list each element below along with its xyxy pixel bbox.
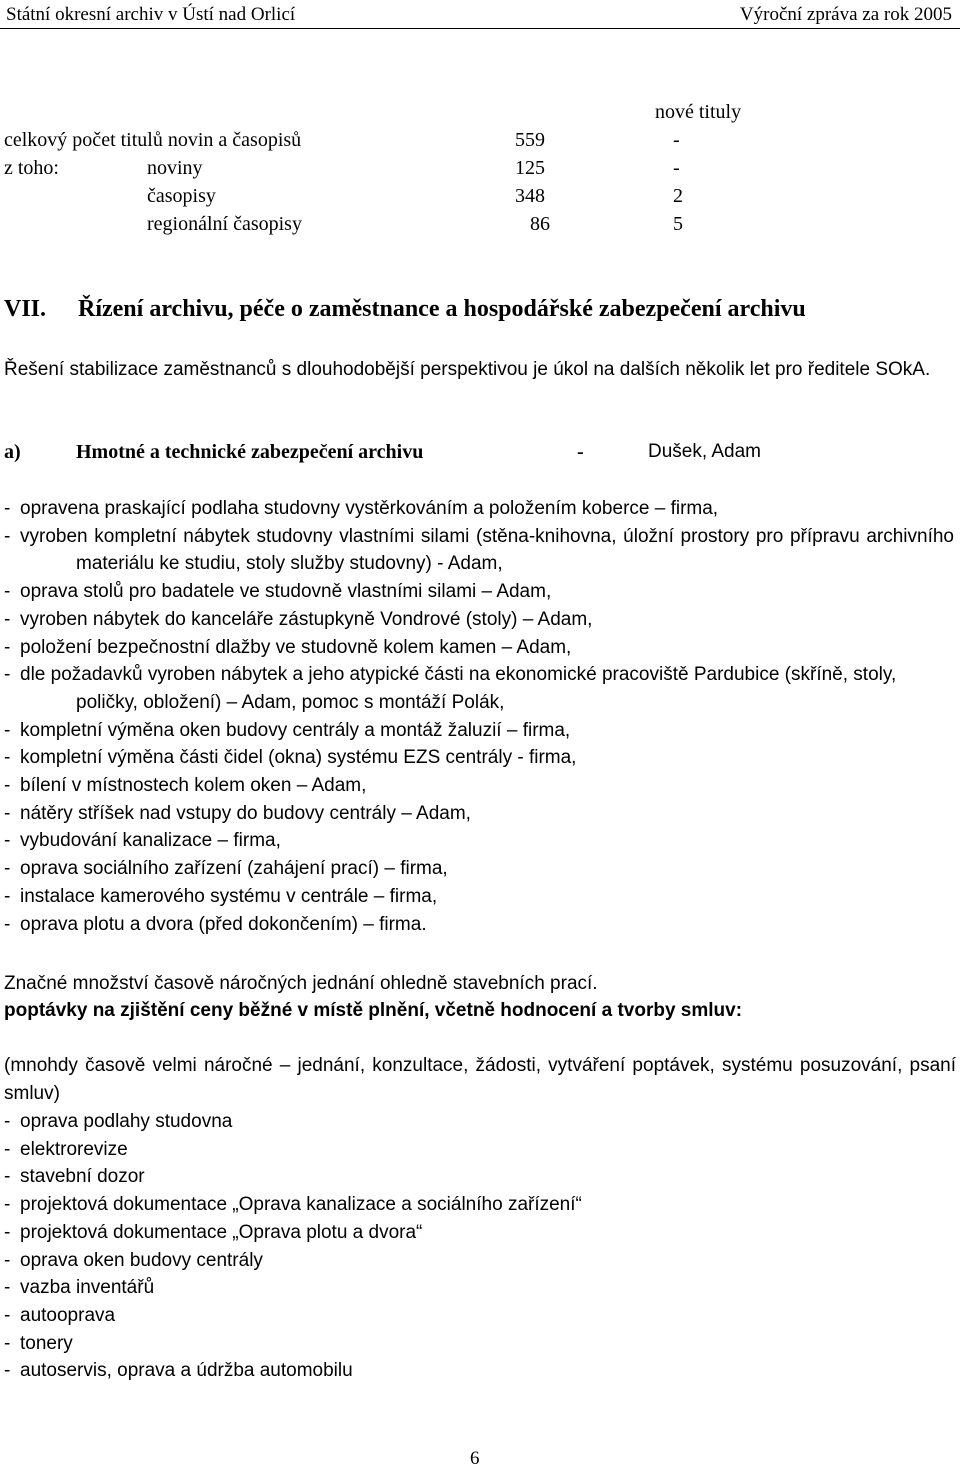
list-item: - projektová dokumentace „Oprava plotu a dvora“ xyxy=(4,1221,423,1243)
list-item: - autoservis, oprava a údržba automobilu xyxy=(4,1360,353,1382)
list-item: - tonery xyxy=(4,1332,73,1354)
table-row-count: 125 xyxy=(515,157,545,179)
table-row-label: z toho: xyxy=(4,157,59,179)
subsection-title: Hmotné a technické zabezpečení archivu xyxy=(76,441,424,463)
subsection-letter: a) xyxy=(4,441,21,463)
table-row-sublabel: regionální časopisy xyxy=(147,213,302,235)
bold-heading-line: poptávky na zjištění ceny běžné v místě plnění, včetně hodnocení a tvorby smluv: xyxy=(4,1000,743,1021)
list-item: - oprava sociálního zařízení (zahájení prací) – firma, xyxy=(4,858,448,880)
list-item: - bílení v místnostech kolem oken – Adam, xyxy=(4,775,367,797)
procurement-intro: (mnohdy časově velmi náročné – jednání, konzultace, žádosti, vytváření poptávek, systému posuzování, psaní smluv) xyxy=(4,1055,956,1104)
list-item: - dle požadavků vyroben nábytek a jeho atypické části na ekonomické pracoviště Pardubice (skříně, stoly, poličky, obložení) – Adam, pomoc s montáží Polák, xyxy=(4,664,897,713)
table-row-count: 348 xyxy=(515,185,545,207)
header-report-title: Výroční zpráva za rok 2005 xyxy=(739,4,952,25)
section-heading xyxy=(4,296,806,323)
table-row-new: 5 xyxy=(673,213,683,235)
header-archive-name: Státní okresní archiv v Ústí nad Orlicí xyxy=(6,4,296,25)
list-item: - opravena praskající podlaha studovny vystěrkováním a položením koberce – firma, xyxy=(4,498,719,519)
subsection-responsible: Dušek, Adam xyxy=(648,441,761,462)
list-item: - stavební dozor xyxy=(4,1166,145,1188)
subsection-separator: - xyxy=(577,441,584,463)
list-item: - vyroben nábytek do kanceláře zástupkyně Vondrové (stoly) – Adam, xyxy=(4,608,593,630)
list-item: - oprava stolů pro badatele ve studovně vlastními silami – Adam, xyxy=(4,581,552,603)
table-column-header: nové tituly xyxy=(655,101,742,123)
section-title: Řízení archivu, péče o zaměstnance a hospodářské zabezpečení archivu xyxy=(78,296,806,322)
list-item: - elektrorevize xyxy=(4,1138,128,1160)
section-number: VII. xyxy=(4,296,47,322)
list-item: - vyroben kompletní nábytek studovny vlastními silami (stěna-knihovna, úložní prostory pro přípravu archivního materiálu ke studiu, stoly služby studovny) - Adam, xyxy=(4,525,954,575)
list-item: - oprava plotu a dvora (před dokončením) – firma. xyxy=(4,913,427,935)
table-row-sublabel: noviny xyxy=(147,157,203,179)
list-item: - kompletní výměna oken budovy centrály a montáž žaluzií – firma, xyxy=(4,719,571,741)
running-header xyxy=(0,4,960,29)
section-intro: Řešení stabilizace zaměstnanců s dlouhodobější perspektivou je úkol na dalších několik let pro ředitele SOkA. xyxy=(4,359,931,380)
list-item: - kompletní výměna části čidel (okna) systému EZS centrály - firma, xyxy=(4,747,577,769)
list-item: - autooprava xyxy=(4,1304,116,1326)
list-item: - projektová dokumentace „Oprava kanalizace a sociálního zařízení“ xyxy=(4,1194,582,1216)
table-row-label: celkový počet titulů novin a časopisů xyxy=(4,129,302,151)
list-item: - vybudování kanalizace – firma, xyxy=(4,830,281,852)
list-item: - oprava podlahy studovna xyxy=(4,1111,233,1132)
note-paragraph: Značné množství časově náročných jednání ohledně stavebních prací. xyxy=(4,973,598,994)
list-item: - instalace kamerového systému v centrále – firma, xyxy=(4,885,438,907)
page-number: 6 xyxy=(470,1448,480,1469)
table-row-new: - xyxy=(673,129,680,151)
list-item: - oprava oken budovy centrály xyxy=(4,1249,263,1271)
procurement-list xyxy=(4,1108,954,1385)
table-row-new: 2 xyxy=(673,185,683,207)
list-item: - vazba inventářů xyxy=(4,1277,155,1299)
table-row-sublabel: časopisy xyxy=(147,185,216,207)
table-row-new: - xyxy=(673,157,680,179)
table-row-count: 559 xyxy=(515,129,545,151)
works-list xyxy=(4,495,954,938)
table-row-count: 86 xyxy=(530,213,550,235)
list-item: - položení bezpečnostní dlažby ve studovně kolem kamen – Adam, xyxy=(4,636,572,658)
list-item: - nátěry stříšek nad vstupy do budovy centrály – Adam, xyxy=(4,802,471,824)
